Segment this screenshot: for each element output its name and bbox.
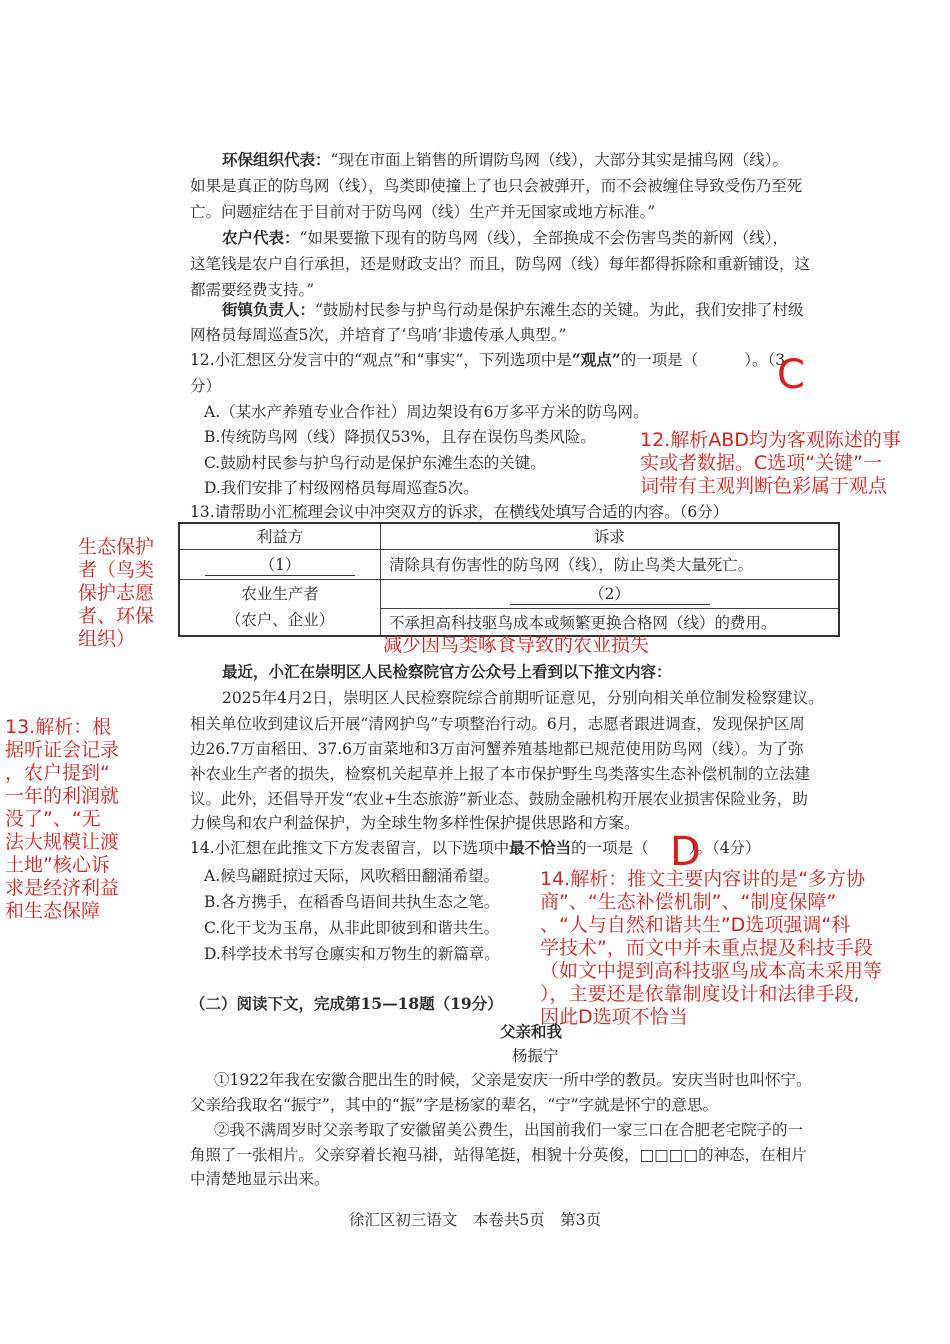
farm-speaker: 农户代表： bbox=[222, 228, 300, 247]
q13-answer1: 生态保护 者（鸟类 保护志愿 者、环保 组织） bbox=[78, 536, 155, 650]
farm-statement-line2: 这笔钱是农户自行承担，还是财政支出？而且，防鸟网（线）每年都得拆除和重新铺设，这 bbox=[190, 255, 811, 273]
q14-option-b: B.各方携手，在稻香鸟语间共执生态之笔。 bbox=[204, 893, 500, 911]
env-speaker: 环保组织代表： bbox=[222, 150, 331, 169]
q13-row1-party: （1） bbox=[179, 549, 381, 579]
passage-line3: 边26.7万亩稻田、37.6万亩菜地和3万亩河蟹养殖基地都已规范使用防鸟网（线）。为了弥 bbox=[190, 740, 804, 758]
q14-option-c: C.化干戈为玉帛，从非此即彼到和谐共生。 bbox=[204, 919, 500, 937]
q12-analysis: 12.解析ABD均为客观陈述的事 实或者数据。C选项“关键”一 词带有主观判断色彩属于观点 bbox=[640, 429, 901, 497]
q13-analysis: 13.解析：根 据听证会记录 ，农户提到“ 一年的利润就 没了”、“无 法大规模让渡 土地”核心诉 求是经济利益 和生态保障 bbox=[5, 716, 120, 922]
article-p1-line2: 父亲给我取名“振宁”，其中的“振”字是杨家的辈名，“宁”字就是怀宁的意思。 bbox=[190, 1096, 719, 1114]
page-footer: 徐汇区初三语文 本卷共5页 第3页 bbox=[348, 1211, 602, 1229]
q12-stem: 12.小汇想区分发言中的“观点”和“事实”，下列选项中是“观点”的一项是（ ）。（3 bbox=[190, 350, 786, 369]
q14-analysis: 14.解析：推文主要内容讲的是“多方协 商”、“生态补偿机制”、“制度保障” 、“人与自然和谐共生”D选项强调“科 学技术”，而文中并未重点提及科技手段 （如文中提到高科技驱鸟成本高未采用等 ），主要还是依靠制度设计和法律手段, 因此D选项不恰当 bbox=[540, 868, 883, 1028]
q12-stem-tail: 分） bbox=[190, 377, 222, 395]
passage-line5: 议。此外，还倡导开发“农业+生态旅游”新业态、鼓励金融机构开展农业损害保险业务，助 bbox=[190, 790, 808, 808]
q13-stem: 13.请帮助小汇梳理会议中冲突双方的诉求，在横线处填写合适的内容。（6分） bbox=[190, 503, 729, 521]
q13-row2-claim: 不承担高科技驱鸟成本或频繁更换合格网（线）的费用。 bbox=[381, 608, 840, 636]
q12-option-d: D.我们安排了村级网格员每周巡查5次。 bbox=[204, 479, 479, 497]
env-statement-line3: 亡。问题症结在于目前对于防鸟网（线）生产并无国家或地方标准。” bbox=[190, 203, 656, 221]
article-p2-line1: ②我不满周岁时父亲考取了安徽留美公费生，出国前我们一家三口在合肥老宅院子的一 bbox=[214, 1121, 804, 1139]
street-speaker: 街镇负责人： bbox=[222, 300, 316, 319]
article-p2-line2: 角照了一张相片。父亲穿着长袍马褂，站得笔挺，相貌十分英俊，□□□□的神态，在相片 bbox=[190, 1146, 807, 1164]
passage-line4: 补农业生产者的损失，检察机关起草并上报了本市保护野生鸟类落实生态补偿机制的立法建 bbox=[190, 765, 811, 783]
article-author: 杨振宁 bbox=[512, 1047, 559, 1065]
article-p1-line1: ①1922年我在安徽合肥出生的时候，父亲是安庆一所中学的教员。安庆当时也叫怀宁。 bbox=[214, 1071, 812, 1089]
passage-line6: 力候鸟和农户利益保护，为全球生物多样性保护提供思路和方案。 bbox=[190, 814, 640, 832]
farm-statement-line3: 都需要经费支持。” bbox=[190, 281, 315, 299]
q13-answer2: 减少因鸟类啄食导致的农业损失 bbox=[383, 634, 650, 656]
street-statement-line1: 街镇负责人：“鼓励村民参与护鸟行动是保护东滩生态的关键。为此，我们安排了村级 bbox=[222, 300, 804, 319]
article-p2-line3: 中清楚地显示出来。 bbox=[190, 1170, 330, 1188]
q13-header-claim: 诉求 bbox=[381, 523, 840, 549]
q14-stem: 14.小汇想在此推文下方发表留言，以下选项中最不恰当的一项是（ ）。（4分） bbox=[190, 838, 761, 857]
q12-option-b: B.传统防鸟网（线）降损仅53%，且存在误伤鸟类风险。 bbox=[204, 428, 596, 446]
section2-heading: （二）阅读下文，完成第15—18题（19分） bbox=[190, 994, 503, 1013]
article-title: 父亲和我 bbox=[500, 1022, 563, 1041]
q14-option-a: A.候鸟翩跹掠过天际，风吹稻田翻涌希望。 bbox=[204, 867, 500, 885]
farm-statement-line1: 农户代表：“如果要撤下现有的防鸟网（线），全部换成不会伤害鸟类的新网（线）， bbox=[222, 228, 788, 247]
q13-row2-blank: （2） bbox=[381, 579, 840, 608]
passage-line2: 相关单位收到建议后开展“清网护鸟”专项整治行动。6月，志愿者跟进调查，发现保护区周 bbox=[190, 715, 805, 733]
q12-answer-mark: C bbox=[777, 352, 805, 398]
q13-row1-claim: 清除具有伤害性的防鸟网（线），防止鸟类大量死亡。 bbox=[381, 549, 840, 579]
q13-table bbox=[178, 522, 840, 637]
env-statement-line1: 环保组织代表：“现在市面上销售的所谓防鸟网（线），大部分其实是捕鸟网（线）。 bbox=[222, 150, 788, 169]
q14-answer-mark: D bbox=[670, 829, 701, 875]
q12-option-a: A.（某水产养殖专业合作社）周边架设有6万多平方米的防鸟网。 bbox=[204, 403, 649, 421]
env-statement-line2: 如果是真正的防鸟网（线），鸟类即使撞上了也只会被弹开，而不会被缠住导致受伤乃至死 bbox=[190, 177, 803, 195]
passage-line1: 2025年4月2日，崇明区人民检察院综合前期听证意见，分别向相关单位制发检察建议。 bbox=[222, 689, 824, 707]
q14-option-d: D.科学技术书写仓廪实和万物生的新篇章。 bbox=[204, 945, 500, 963]
q12-option-c: C.鼓励村民参与护鸟行动是保护东滩生态的关键。 bbox=[204, 454, 546, 472]
passage-intro: 最近，小汇在崇明区人民检察院官方公众号上看到以下推文内容： bbox=[222, 662, 672, 681]
q13-row2-party: 农业生产者 （农户、企业） bbox=[179, 579, 381, 636]
q13-header-party: 利益方 bbox=[179, 523, 381, 549]
street-statement-line2: 网格员每周巡查5次，并培育了‘鸟哨’非遗传承人典型。” bbox=[190, 326, 567, 344]
